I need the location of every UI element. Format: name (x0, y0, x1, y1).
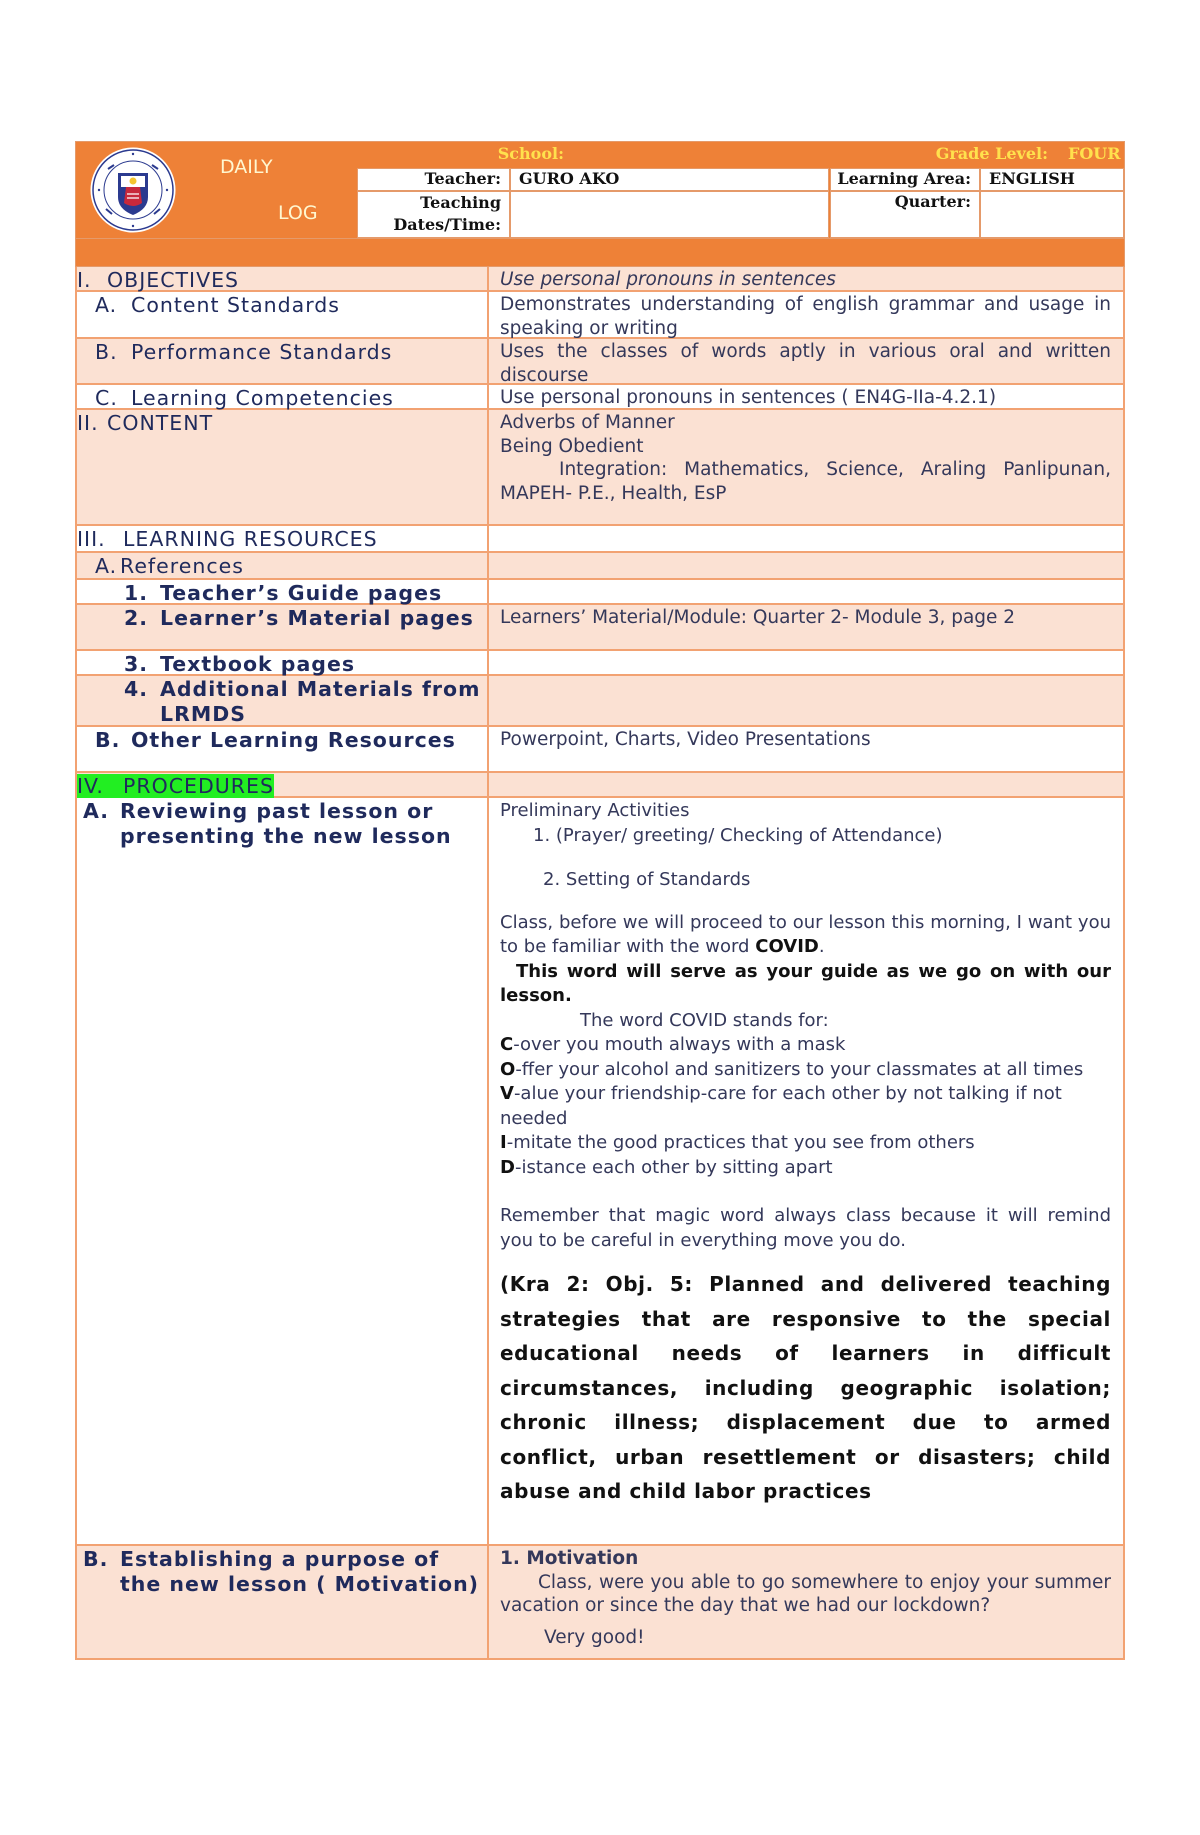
learning-competencies-label (77, 385, 489, 408)
header-band (75, 239, 1125, 267)
learning-resources-label (77, 526, 489, 551)
learning-competencies-text: Learning Competencies (131, 386, 394, 410)
performance-standards-text: Performance Standards (131, 340, 393, 364)
content-standards-num: A. (95, 293, 118, 317)
objectives-value: Use personal pronouns in sentences (500, 269, 836, 290)
covid-period: . (818, 936, 825, 957)
procedures-value (489, 773, 1123, 796)
covid-c (500, 1033, 1111, 1058)
procedures-highlight (77, 774, 274, 798)
performance-standards-num: B. (95, 340, 118, 364)
content-num: II. (77, 411, 99, 435)
learning-competencies-row (75, 385, 1125, 410)
other-resources-row (75, 727, 1125, 773)
additional-materials-label (77, 676, 489, 725)
covid-v (500, 1082, 1111, 1131)
motivation-row (75, 1546, 1125, 1660)
review-lesson-label (77, 798, 489, 1544)
covid-d-text: -istance each other by sitting apart (514, 1156, 833, 1178)
daily-title: DAILY (220, 156, 273, 178)
content-line-1: Adverbs of Manner (500, 412, 675, 433)
covid-i (500, 1131, 1111, 1156)
procedures-row (75, 773, 1125, 798)
textbook-text: Textbook pages (160, 652, 356, 676)
spacer (500, 1618, 1111, 1626)
review-lesson-value (489, 798, 1123, 1544)
learners-material-text: Learner’s Material pages (160, 606, 474, 630)
learners-material-row (75, 605, 1125, 651)
covid-v-text: -alue your friendship-care for each other by not talking if not needed (500, 1083, 1062, 1129)
grade-level-label: Grade Level: (935, 144, 1048, 163)
motivation-praise: Very good! (544, 1626, 645, 1648)
teaching-dates-value[interactable] (510, 191, 829, 238)
objectives-row (75, 267, 1125, 292)
covid-guide: This word will serve as your guide as we go on with our lesson. (500, 960, 1111, 1006)
kra-paragraph: (Kra 2: Obj. 5: Planned and delivered teaching strategies that are responsive to the special educational needs of learners in difficult circumstances, including geographic isolation; chronic illness; displacement due to armed conflict, urban resettlement or disasters; child abuse and child labor practices (500, 1272, 1111, 1503)
quarter-label: Quarter: (830, 191, 980, 238)
remember-paragraph: Remember that magic word always class because it will remind you to be careful in everything move you do. (500, 1205, 1111, 1251)
teachers-guide-text: Teacher’s Guide pages (160, 581, 443, 605)
covid-o-text: -ffer your alcohol and sanitizers to your classmates at all times (515, 1058, 1084, 1080)
covid-c-text: -over you mouth always with a mask (513, 1034, 846, 1055)
content-standards-text: Content Standards (131, 293, 340, 317)
preliminary-activities: Preliminary Activities (500, 800, 690, 821)
content-standards-label (77, 292, 489, 337)
other-resources-label (77, 727, 489, 771)
review-lesson-text: Reviewing past lesson or presenting the new lesson (120, 799, 452, 848)
other-resources-num: B. (95, 728, 121, 752)
motivation-label (77, 1546, 489, 1658)
content-value (489, 410, 1123, 524)
learning-area-label: Learning Area: (830, 168, 980, 191)
review-lesson-row (75, 798, 1125, 1546)
teachers-guide-value (489, 580, 1123, 603)
references-num: A. (95, 554, 118, 578)
motivation-heading: 1. Motivation (500, 1548, 639, 1569)
covid-intro (500, 911, 1111, 960)
objectives-label (77, 267, 489, 290)
grade-level-value: FOUR (1068, 144, 1121, 163)
learning-resources-row (75, 526, 1125, 553)
learners-material-label (77, 605, 489, 649)
procedures-text: PROCEDURES (123, 774, 275, 798)
content-line-2: Being Obedient (500, 435, 644, 457)
covid-intro-text: Class, before we will proceed to our lesson this morning, I want you to be familiar with the word (500, 911, 1111, 957)
textbook-num: 3. (124, 652, 149, 676)
spacer (500, 1253, 1111, 1267)
spacer (500, 848, 1111, 868)
teachers-guide-label (77, 580, 489, 603)
learning-resources-num: III. (77, 527, 106, 551)
daily-log-page (75, 141, 1125, 1660)
content-row (75, 410, 1125, 526)
covid-d (500, 1156, 1111, 1181)
objectives-num: I. (77, 268, 92, 292)
references-text: References (120, 554, 244, 578)
spacer (500, 1180, 1111, 1204)
performance-standards-row (75, 339, 1125, 385)
references-value (489, 553, 1123, 578)
teaching-dates-label (357, 191, 510, 238)
procedures-label (77, 773, 489, 796)
other-resources-text: Other Learning Resources (131, 728, 456, 752)
other-resources-value: Powerpoint, Charts, Video Presentations (500, 729, 871, 750)
motivation-text: Establishing a purpose of the new lesson ( Motivation) (120, 1547, 480, 1596)
content-line-3: Integration: Mathematics, Science, Araling Panlipunan, MAPEH- P.E., Health, EsP (500, 459, 1111, 504)
covid-i-text: -mitate the good practices that you see from others (506, 1132, 975, 1153)
prelim-item-1: 1. (Prayer/ greeting/ Checking of Attendance) (533, 824, 943, 846)
content-label (77, 410, 489, 524)
content-standards-value: Demonstrates understanding of english grammar and usage in speaking or writing (500, 294, 1111, 339)
learning-competencies-value: Use personal pronouns in sentences ( EN4G-IIa-4.2.1) (500, 387, 997, 408)
objectives-text: OBJECTIVES (107, 268, 240, 292)
motivation-num: B. (83, 1547, 109, 1571)
covid-v-letter: V (500, 1083, 514, 1104)
references-label (77, 553, 489, 578)
teacher-value: GURO AKO (510, 168, 829, 191)
covid-o-letter: O (500, 1058, 516, 1080)
review-lesson-num: A. (83, 799, 110, 823)
learning-resources-text: LEARNING RESOURCES (123, 527, 378, 551)
additional-materials-num: 4. (124, 677, 149, 701)
covid-i-letter: I (500, 1132, 507, 1153)
deped-seal-icon (90, 147, 176, 233)
teacher-label: Teacher: (357, 168, 510, 191)
content-text: CONTENT (107, 411, 214, 435)
learners-material-num: 2. (124, 606, 149, 630)
references-row (75, 553, 1125, 580)
covid-c-letter: C (500, 1034, 514, 1055)
log-title: LOG (278, 202, 318, 224)
learning-area-value: ENGLISH (980, 168, 1124, 191)
spacer (500, 893, 1111, 911)
school-label: School: (497, 144, 564, 163)
additional-materials-value (489, 676, 1123, 725)
covid-o (500, 1058, 1111, 1083)
covid-word: COVID (755, 936, 819, 957)
additional-materials-row (75, 676, 1125, 727)
dll-header (75, 141, 1125, 239)
textbook-value (489, 651, 1123, 674)
textbook-row (75, 651, 1125, 676)
covid-d-letter: D (500, 1156, 515, 1178)
teaching-label: Teaching (420, 193, 501, 212)
motivation-question: Class, were you able to go somewhere to enjoy your summer vacation or since the day that we had our lockdown? (500, 1571, 1111, 1616)
performance-standards-value: Uses the classes of words aptly in various oral and written discourse (500, 341, 1111, 386)
prelim-item-2: 2. Setting of Standards (543, 869, 751, 890)
learners-material-value: Learners’ Material/Module: Quarter 2- Module 3, page 2 (500, 607, 1016, 628)
teachers-guide-num: 1. (124, 581, 149, 605)
motivation-value (489, 1546, 1123, 1658)
quarter-value[interactable] (980, 191, 1124, 238)
learning-resources-value (489, 526, 1123, 551)
content-standards-row (75, 292, 1125, 339)
textbook-label (77, 651, 489, 674)
dates-time-label: Dates/Time: (393, 215, 501, 234)
covid-stands: The word COVID stands for: (580, 1009, 829, 1031)
procedures-num: IV. (77, 774, 104, 798)
teachers-guide-row (75, 580, 1125, 605)
learning-competencies-num: C. (95, 386, 118, 410)
additional-materials-text: Additional Materials from LRMDS (160, 677, 481, 726)
performance-standards-label (77, 339, 489, 383)
